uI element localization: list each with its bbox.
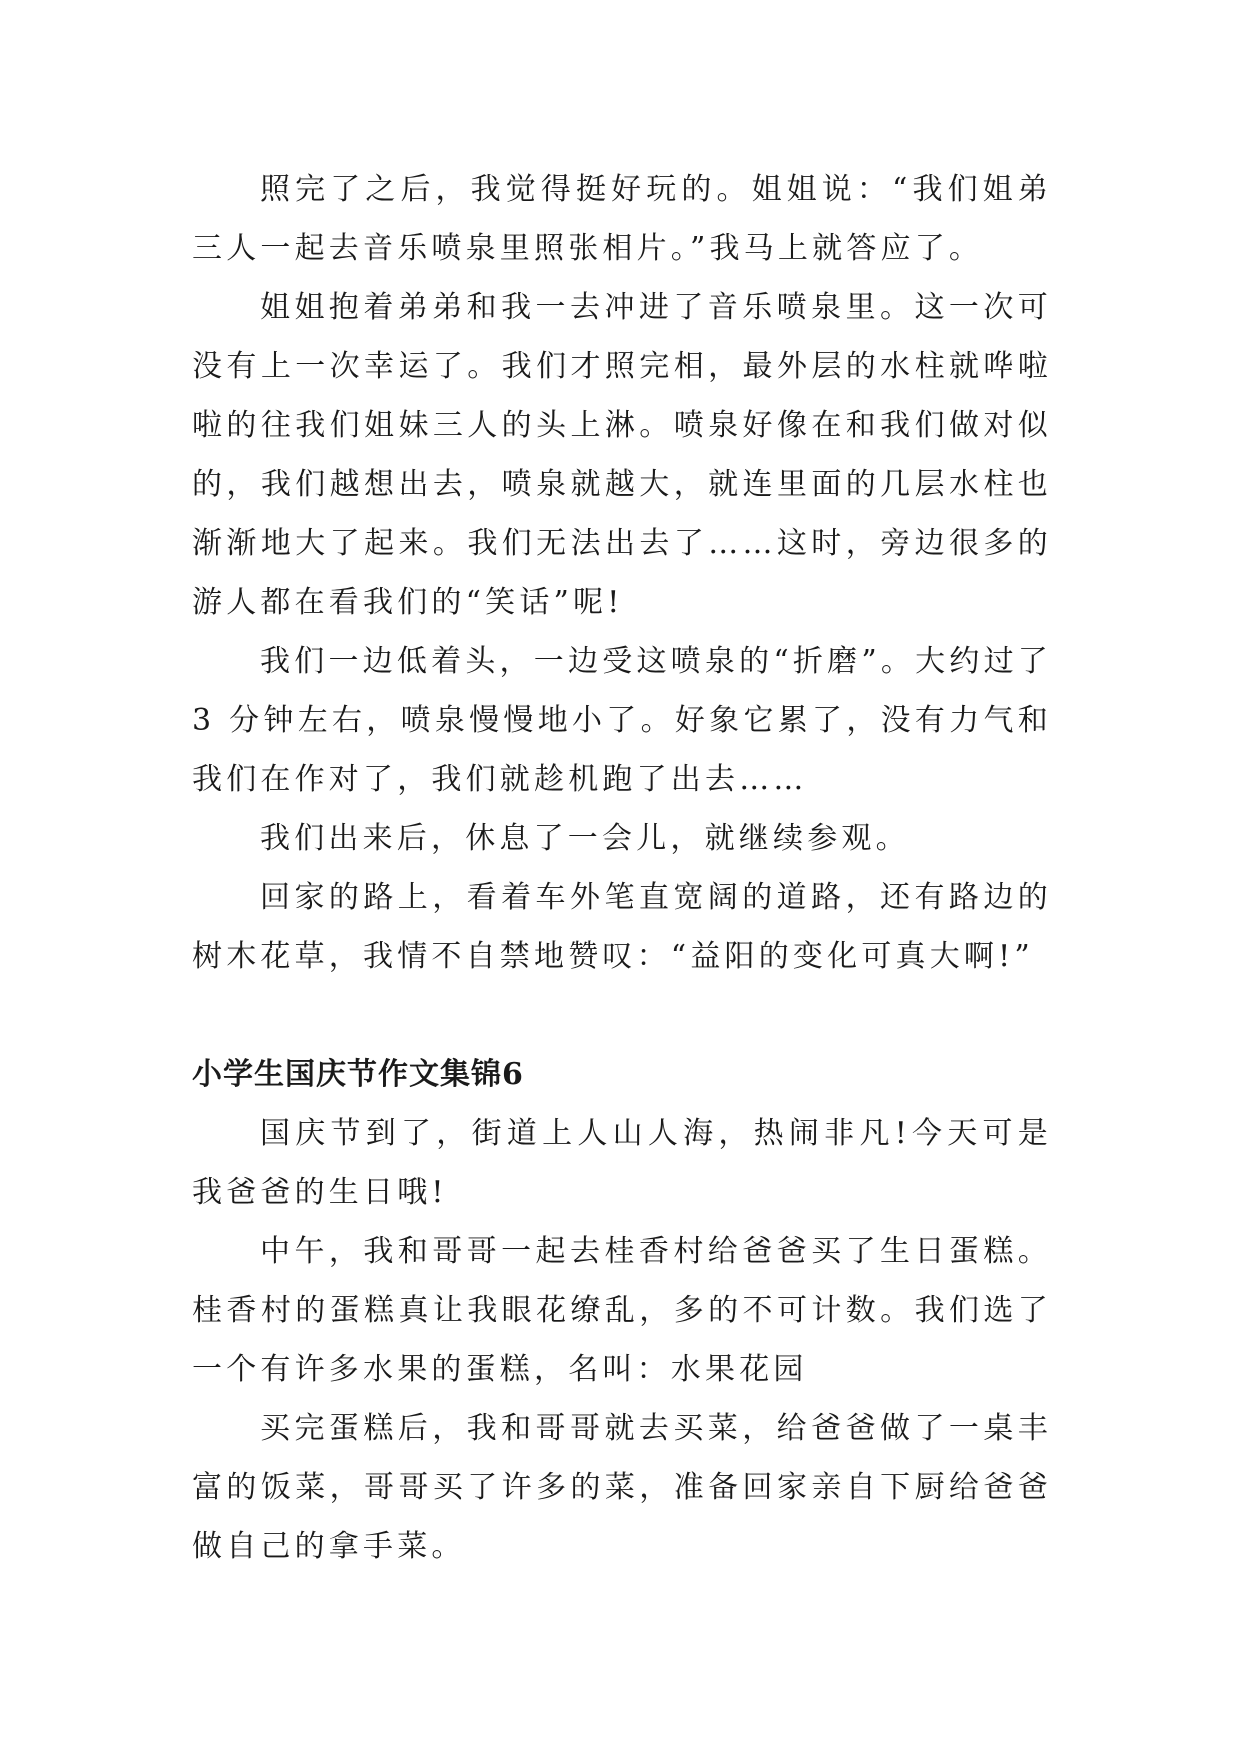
- paragraph: 中午，我和哥哥一起去桂香村给爸爸买了生日蛋糕。桂香村的蛋糕真让我眼花缭乱，多的不可计数。我们选了一个有许多水果的蛋糕，名叫：水果花园: [192, 1234, 1052, 1387]
- paragraph: 我们一边低着头，一边受这喷泉的“折磨”。大约过了 3 分钟左右，喷泉慢慢地小了。好象它累了，没有力气和我们在作对了，我们就趁机跑了出去……: [192, 644, 1052, 797]
- paragraph: 姐姐抱着弟弟和我一去冲进了音乐喷泉里。这一次可没有上一次幸运了。我们才照完相，最外层的水柱就哗啦啦的往我们姐妹三人的头上淋。喷泉好像在和我们做对似的，我们越想出去，喷泉就越大，就连里面的几层水柱也渐渐地大了起来。我们无法出去了……这时，旁边很多的游人都在看我们的“笑话”呢!: [192, 290, 1052, 620]
- paragraph: 照完了之后，我觉得挺好玩的。姐姐说：“我们姐弟三人一起去音乐喷泉里照张相片。”我马上就答应了。: [192, 172, 1052, 266]
- paragraph: 国庆节到了，街道上人山人海，热闹非凡!今天可是我爸爸的生日哦!: [192, 1116, 1052, 1210]
- paragraph: 我们出来后，休息了一会儿，就继续参观。: [260, 821, 910, 856]
- paragraph: 回家的路上，看着车外笔直宽阔的道路，还有路边的树木花草，我情不自禁地赞叹：“益阳的变化可真大啊!”: [192, 880, 1052, 974]
- paragraph: 买完蛋糕后，我和哥哥就去买菜，给爸爸做了一桌丰富的饭菜，哥哥买了许多的菜，准备回家亲自下厨给爸爸做自己的拿手菜。: [192, 1411, 1052, 1564]
- document-page: [192, 160, 1052, 1576]
- section-title: 小学生国庆节作文集锦6: [192, 1057, 524, 1092]
